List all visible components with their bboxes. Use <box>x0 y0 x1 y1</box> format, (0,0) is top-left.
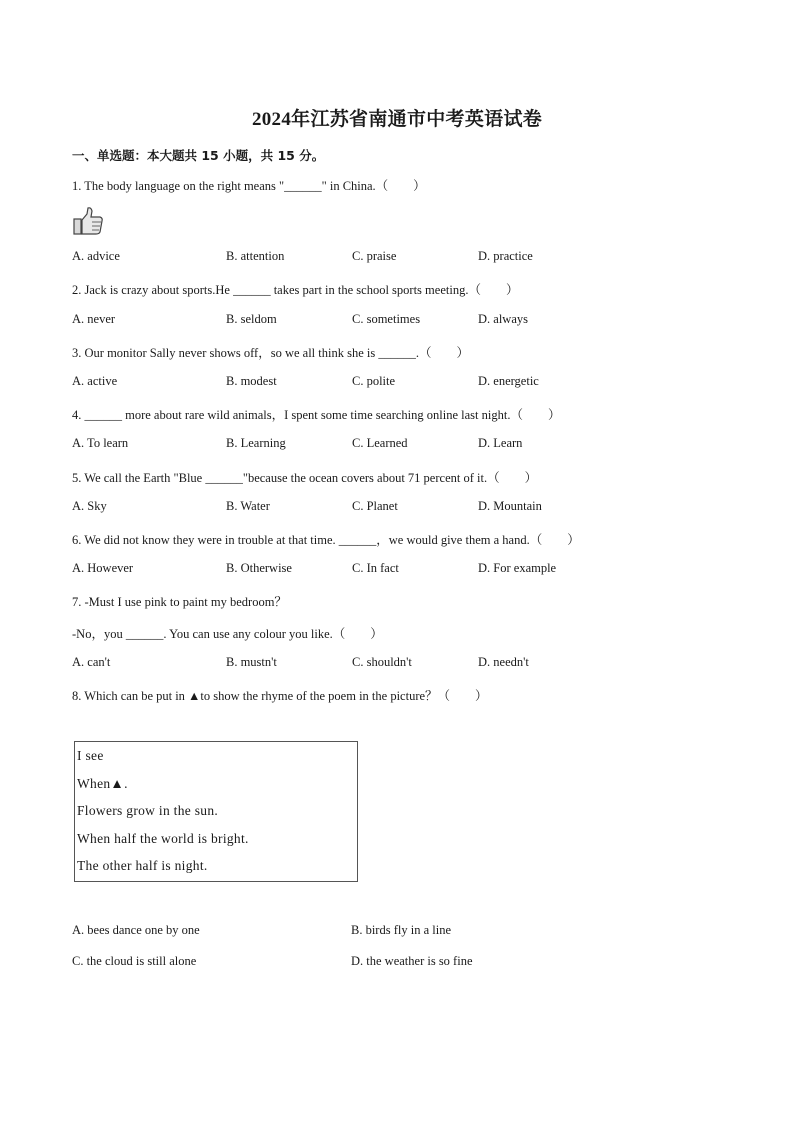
question-6-options <box>72 561 732 579</box>
option-c[interactable]: C. sometimes <box>352 312 421 326</box>
question-1-text: 1. The body language on the right means "______" in China.（ ） <box>72 179 426 193</box>
question-4-text: 4. ______ more about rare wild animals，I spent some time searching online last night.（ ） <box>72 408 561 422</box>
question-2-text: 2. Jack is crazy about sports.He ______ takes part in the school sports meeting.（ ） <box>72 283 519 297</box>
question-3-options <box>72 374 732 392</box>
option-c[interactable]: C. polite <box>352 374 396 388</box>
option-d[interactable]: D. Learn <box>478 436 523 450</box>
question-7-text: 7. -Must I use pink to paint my bedroom？ <box>72 595 287 609</box>
option-d[interactable]: D. For example <box>478 561 557 575</box>
option-d[interactable]: D. always <box>478 312 528 326</box>
option-a[interactable]: A. advice <box>72 249 120 263</box>
option-c[interactable]: C. shouldn't <box>352 655 412 669</box>
question-8-options-row2 <box>72 954 732 972</box>
section-heading: 一、单选题：本大题共 15 小题，共 15 分。 <box>72 148 325 163</box>
option-c[interactable]: C. In fact <box>352 561 399 575</box>
thumbs-up-icon <box>72 205 104 237</box>
option-d[interactable]: D. practice <box>478 249 533 263</box>
option-b[interactable]: B. attention <box>226 249 285 263</box>
option-d[interactable]: D. energetic <box>478 374 539 388</box>
option-b[interactable]: B. seldom <box>226 312 277 326</box>
exam-title: 2024年江苏省南通市中考英语试卷 <box>251 109 543 130</box>
option-d[interactable]: D. the weather is so fine <box>351 954 473 968</box>
question-6-text: 6. We did not know they were in trouble at that time. ______，we would give them a hand.（ ） <box>72 533 580 547</box>
option-a[interactable]: A. active <box>72 374 118 388</box>
option-b[interactable]: B. modest <box>226 374 277 388</box>
option-d[interactable]: D. Mountain <box>478 499 542 513</box>
question-7-options <box>72 655 732 673</box>
option-b[interactable]: B. birds fly in a line <box>351 923 451 937</box>
poem-line: Flowers grow in the sun. <box>77 803 219 819</box>
option-b[interactable]: B. Water <box>226 499 270 513</box>
question-5-text: 5. We call the Earth "Blue ______"because the ocean covers about 71 percent of it.（ ） <box>72 471 538 485</box>
option-d[interactable]: D. needn't <box>478 655 529 669</box>
question-8-options-row1 <box>72 923 732 941</box>
option-a[interactable]: A. can't <box>72 655 111 669</box>
option-a[interactable]: A. However <box>72 561 134 575</box>
option-c[interactable]: C. praise <box>352 249 397 263</box>
question-7-text-line2: -No，you ______. You can use any colour you like.（ ） <box>72 627 383 641</box>
option-c[interactable]: C. Learned <box>352 436 408 450</box>
option-b[interactable]: B. mustn't <box>226 655 277 669</box>
question-5-options <box>72 499 732 517</box>
option-a[interactable]: A. To learn <box>72 436 129 450</box>
poem-line: I see <box>77 748 104 763</box>
poem-box <box>74 741 358 882</box>
option-c[interactable]: C. Planet <box>352 499 398 513</box>
question-8-text: 8. Which can be put in ▲to show the rhyme of the poem in the picture？（ ） <box>72 689 488 703</box>
poem-line: The other half is night. <box>77 858 208 874</box>
option-a[interactable]: A. bees dance one by one <box>72 923 200 937</box>
option-b[interactable]: B. Otherwise <box>226 561 292 575</box>
option-a[interactable]: A. never <box>72 312 116 326</box>
question-3-text: 3. Our monitor Sally never shows off，so we all think she is ______.（ ） <box>72 346 469 360</box>
question-2-options <box>72 312 732 330</box>
option-c[interactable]: C. the cloud is still alone <box>72 954 197 968</box>
question-1-options <box>72 249 732 267</box>
option-a[interactable]: A. Sky <box>72 499 107 513</box>
poem-line: When half the world is bright. <box>77 830 249 846</box>
option-b[interactable]: B. Learning <box>226 436 286 450</box>
poem-line: When▲. <box>77 775 128 791</box>
question-4-options <box>72 436 732 454</box>
